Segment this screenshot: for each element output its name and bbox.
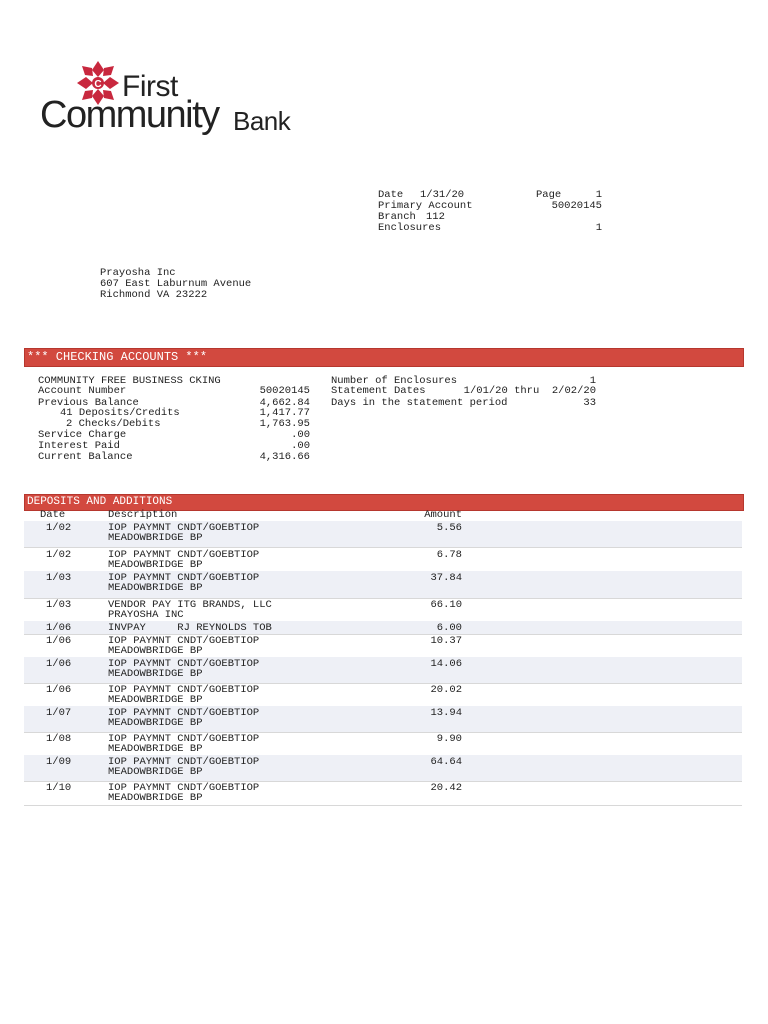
previous-balance-value: 4,662.84 (259, 397, 310, 409)
deposits-additions-title: DEPOSITS AND ADDITIONS (27, 496, 173, 508)
primary-account-value: 50020145 (551, 200, 602, 212)
row-description: IOP PAYMNT CNDT/GOEBTIOP (108, 635, 260, 647)
row-description: IOP PAYMNT CNDT/GOEBTIOP (108, 756, 260, 768)
row-date: 1/07 (46, 707, 72, 719)
table-row (24, 732, 742, 755)
account-type: COMMUNITY FREE BUSINESS CKING (38, 375, 221, 387)
row-date: 1/03 (46, 572, 72, 584)
row-description: IOP PAYMNT CNDT/GOEBTIOP (108, 572, 260, 584)
enclosures-value: 1 (595, 222, 602, 234)
previous-balance-label: Previous Balance (38, 397, 139, 409)
row-date: 1/03 (46, 599, 72, 611)
row-description-line2: MEADOWBRIDGE BP (108, 743, 203, 755)
table-row (24, 657, 742, 683)
row-amount: 13.94 (430, 707, 462, 719)
row-amount: 37.84 (430, 572, 462, 584)
enclosures-label: Enclosures (378, 222, 442, 234)
table-row (24, 571, 742, 598)
branch-label: Branch (378, 211, 416, 223)
row-description-line2: MEADOWBRIDGE BP (108, 717, 203, 729)
service-charge-value: .00 (291, 429, 310, 441)
days-in-period-value: 33 (583, 397, 596, 409)
row-description: IOP PAYMNT CNDT/GOEBTIOP (108, 522, 260, 534)
row-description-line2: MEADOWBRIDGE BP (108, 766, 203, 778)
row-amount: 6.78 (436, 549, 462, 561)
row-description: IOP PAYMNT CNDT/GOEBTIOP (108, 733, 260, 745)
table-row (24, 706, 742, 732)
checks-debits-value: 1,763.95 (259, 418, 310, 430)
deposits-credits-value: 1,417.77 (259, 407, 310, 419)
account-number-label: Account Number (38, 385, 127, 397)
page-label: Page (536, 189, 562, 201)
row-description: VENDOR PAY ITG BRANDS, LLC (108, 599, 272, 611)
svg-text:C: C (94, 79, 102, 90)
date-value: 1/31/20 (420, 189, 465, 201)
row-description-line2: MEADOWBRIDGE BP (108, 582, 203, 594)
row-divider (24, 805, 742, 806)
row-date: 1/08 (46, 733, 72, 745)
row-description-line2: MEADOWBRIDGE BP (108, 668, 203, 680)
interest-paid-label: Interest Paid (38, 440, 120, 452)
days-in-period-label: Days in the statement period (331, 397, 508, 409)
row-amount: 6.00 (436, 622, 462, 634)
row-date: 1/06 (46, 635, 72, 647)
row-amount: 20.02 (430, 684, 462, 696)
row-amount: 9.90 (436, 733, 462, 745)
row-date: 1/02 (46, 549, 72, 561)
row-description: IOP PAYMNT CNDT/GOEBTIOP (108, 707, 260, 719)
number-of-enclosures-label: Number of Enclosures (331, 375, 458, 387)
row-description-line2: MEADOWBRIDGE BP (108, 559, 203, 571)
row-description: IOP PAYMNT CNDT/GOEBTIOP (108, 658, 260, 670)
branch-value: 112 (426, 211, 445, 223)
deposits-column-headers (24, 510, 742, 521)
row-amount: 14.06 (430, 658, 462, 670)
column-header-amount: Amount (424, 509, 462, 521)
checking-accounts-title: *** CHECKING ACCOUNTS *** (27, 350, 208, 364)
row-amount: 10.37 (430, 635, 462, 647)
number-of-enclosures-value: 1 (589, 375, 596, 387)
table-row (24, 521, 742, 547)
row-description-line2: MEADOWBRIDGE BP (108, 694, 203, 706)
logo-community-text: Community (40, 94, 219, 136)
row-date: 1/06 (46, 684, 72, 696)
row-description-line2: PRAYOSHA INC (108, 609, 184, 621)
current-balance-label: Current Balance (38, 451, 133, 463)
service-charge-label: Service Charge (38, 429, 127, 441)
address-city: Richmond VA 23222 (100, 289, 208, 301)
account-number-value: 50020145 (259, 385, 310, 397)
row-date: 1/02 (46, 522, 72, 534)
checking-accounts-header (24, 348, 744, 367)
column-header-date: Date (40, 509, 66, 521)
statement-dates-label: Statement Dates (331, 385, 426, 397)
table-row (24, 755, 742, 781)
row-date: 1/10 (46, 782, 72, 794)
date-label: Date (378, 189, 404, 201)
row-amount: 5.56 (436, 522, 462, 534)
interest-paid-value: .00 (291, 440, 310, 452)
table-row (24, 621, 742, 634)
row-description-line2: MEADOWBRIDGE BP (108, 532, 203, 544)
row-description: IOP PAYMNT CNDT/GOEBTIOP (108, 549, 260, 561)
row-date: 1/09 (46, 756, 72, 768)
row-amount: 20.42 (430, 782, 462, 794)
row-amount: 66.10 (430, 599, 462, 611)
table-row (24, 548, 742, 571)
checks-debits-label: 2 Checks/Debits (66, 418, 161, 430)
row-description: IOP PAYMNT CNDT/GOEBTIOP (108, 684, 260, 696)
bank-logo (40, 58, 300, 148)
column-header-description: Description (108, 509, 178, 521)
address-street: 607 East Laburnum Avenue (100, 278, 252, 290)
address-name: Prayosha Inc (100, 267, 176, 279)
row-description: IOP PAYMNT CNDT/GOEBTIOP (108, 782, 260, 794)
current-balance-value: 4,316.66 (259, 451, 310, 463)
table-row (24, 781, 742, 805)
table-row (24, 634, 742, 657)
table-row (24, 598, 742, 621)
row-date: 1/06 (46, 622, 72, 634)
page-value: 1 (595, 189, 602, 201)
row-description: INVPAY RJ REYNOLDS TOB (108, 622, 272, 634)
deposits-credits-label: 41 Deposits/Credits (60, 407, 180, 419)
statement-dates-value: 1/01/20 thru 2/02/20 (463, 385, 596, 397)
row-amount: 64.64 (430, 756, 462, 768)
row-description-line2: MEADOWBRIDGE BP (108, 792, 203, 804)
row-description-line2: MEADOWBRIDGE BP (108, 645, 203, 657)
primary-account-label: Primary Account (378, 200, 473, 212)
table-row (24, 683, 742, 706)
logo-first-text: First (122, 70, 178, 103)
logo-bank-text: Bank (233, 106, 291, 136)
row-date: 1/06 (46, 658, 72, 670)
